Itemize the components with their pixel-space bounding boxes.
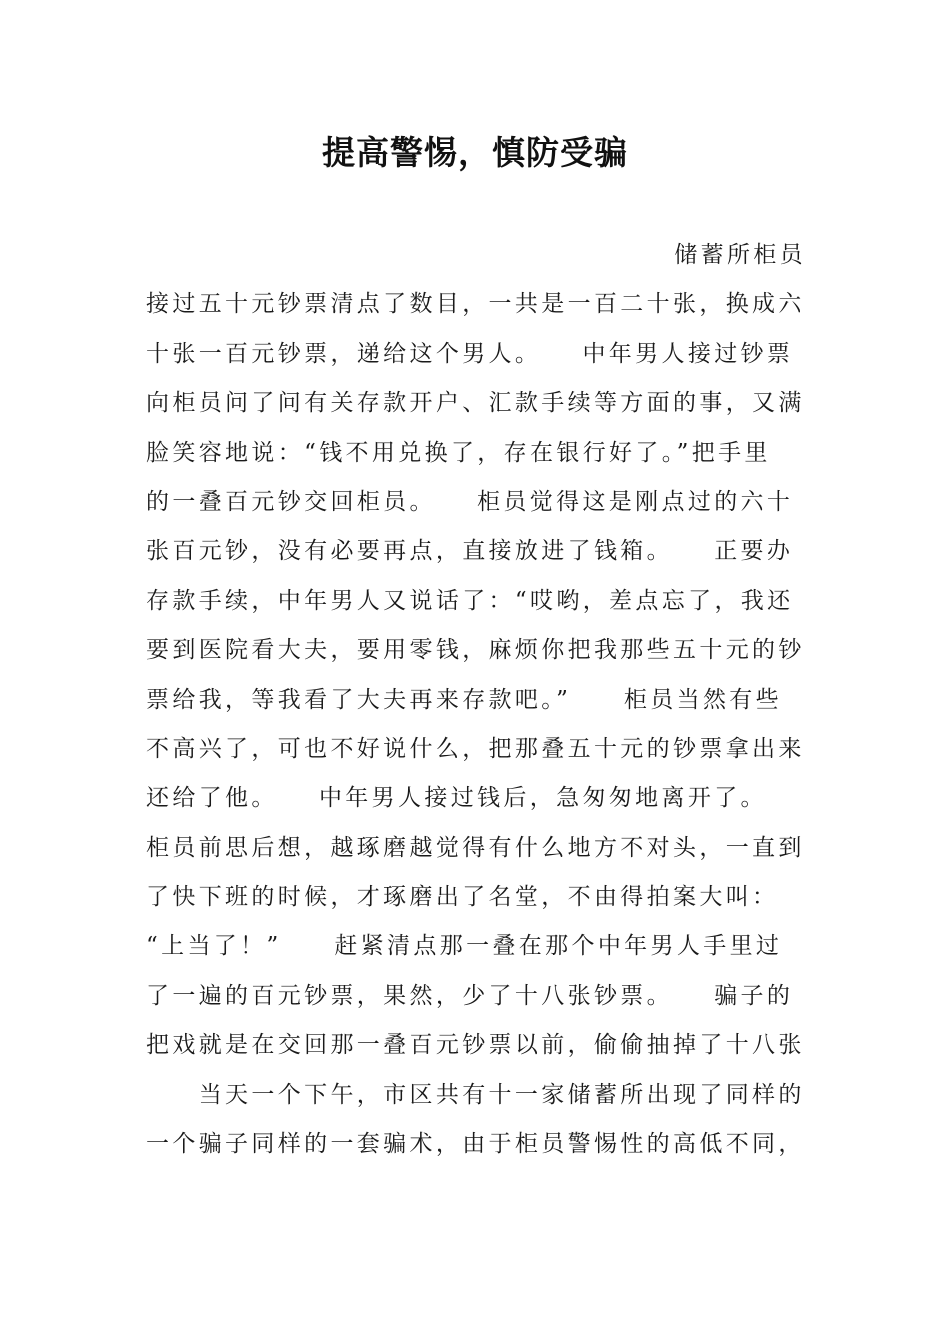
body-line: 了快下班的时候，才琢磨出了名堂，不由得拍案大叫：: [146, 884, 779, 911]
body-line: 票给我，等我看了大夫再来存款吧。” 柜员当然有些: [146, 686, 783, 713]
body-line: 张百元钞，没有必要再点，直接放进了钱箱。 正要办: [146, 538, 794, 565]
document-title: 提高警惕，慎防受骗: [322, 133, 628, 172]
body-line: 柜员前思后想，越琢磨越觉得有什么地方不对头，一直到: [146, 834, 805, 861]
body-line: 存款手续，中年男人又说话了：“哎哟，差点忘了，我还: [146, 587, 794, 614]
body-line: 向柜员问了问有关存款开户、汇款手续等方面的事，又满: [146, 390, 805, 417]
document-body: [146, 231, 806, 1169]
body-line: 当天一个下午，市区共有十一家储蓄所出现了同样的: [146, 1081, 805, 1108]
body-line: “上当了！” 赶紧清点那一叠在那个中年男人手里过: [146, 933, 783, 960]
body-line: 脸笑容地说：“钱不用兑换了，存在银行好了。”把手里: [146, 439, 771, 466]
body-line: 接过五十元钞票清点了数目，一共是一百二十张，换成六: [146, 291, 805, 318]
body-line: 的一叠百元钞交回柜员。 柜员觉得这是刚点过的六十: [146, 488, 794, 515]
body-line: 把戏就是在交回那一叠百元钞票以前，偷偷抽掉了十八张: [146, 1032, 805, 1059]
body-line: 十张一百元钞票，递给这个男人。 中年男人接过钞票: [146, 340, 794, 367]
body-line: 一个骗子同样的一套骗术，由于柜员警惕性的高低不同，: [146, 1131, 805, 1158]
body-line: 了一遍的百元钞票，果然，少了十八张钞票。 骗子的: [146, 982, 794, 1009]
byline: 储蓄所柜员: [674, 242, 806, 268]
body-line: 还给了他。 中年男人接过钱后，急匆匆地离开了。: [146, 785, 767, 812]
body-line: 不高兴了，可也不好说什么，把那叠五十元的钞票拿出来: [146, 735, 805, 762]
body-line: 要到医院看大夫，要用零钱，麻烦你把我那些五十元的钞: [146, 637, 805, 664]
